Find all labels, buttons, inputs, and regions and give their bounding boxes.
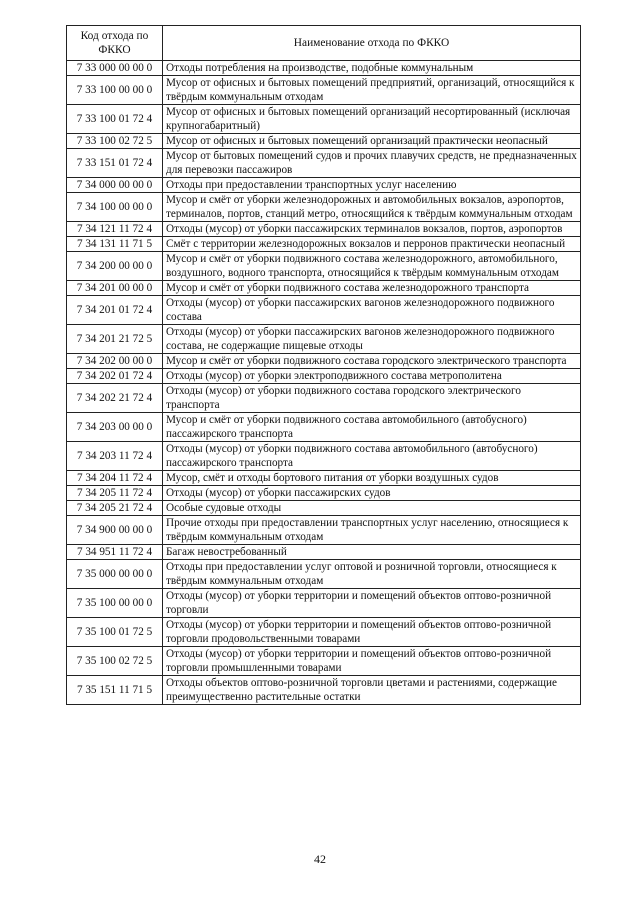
table-row [67,384,581,413]
waste-name-cell: Отходы (мусор) от уборки пассажирских вагонов железнодорожного подвижного состава [163,296,581,325]
waste-code-cell: 7 33 000 00 00 0 [67,61,163,76]
table-row [67,105,581,134]
waste-name-cell: Отходы (мусор) от уборки пассажирских терминалов вокзалов, портов, аэропортов [163,222,581,237]
waste-code-cell: 7 35 100 00 00 0 [67,589,163,618]
waste-code-cell: 7 34 203 00 00 0 [67,413,163,442]
table-row [67,560,581,589]
waste-code-cell: 7 34 202 01 72 4 [67,369,163,384]
waste-code-cell: 7 34 000 00 00 0 [67,178,163,193]
table-row [67,354,581,369]
table-row [67,325,581,354]
waste-name-cell: Прочие отходы при предоставлении транспортных услуг населению, относящиеся к твёрдым коммунальным отходам [163,516,581,545]
waste-name-cell: Отходы (мусор) от уборки территории и помещений объектов оптово-розничной торговли продовольственными товарами [163,618,581,647]
waste-name-cell: Отходы (мусор) от уборки подвижного состава автомобильного (автобусного) пассажирского транспорта [163,442,581,471]
table-row [67,501,581,516]
waste-code-cell: 7 34 205 21 72 4 [67,501,163,516]
waste-name-cell: Отходы объектов оптово-розничной торговли цветами и растениями, содержащие преимущественно растительные остатки [163,676,581,705]
waste-code-cell: 7 34 202 21 72 4 [67,384,163,413]
waste-name-cell: Мусор и смёт от уборки подвижного состава городского электрического транспорта [163,354,581,369]
waste-code-cell: 7 33 100 00 00 0 [67,76,163,105]
waste-name-cell: Мусор от офисных и бытовых помещений предприятий, организаций, относящийся к твёрдым коммунальным отходам [163,76,581,105]
waste-name-cell: Отходы (мусор) от уборки электроподвижного состава метрополитена [163,369,581,384]
table-row [67,471,581,486]
waste-code-cell: 7 33 100 01 72 4 [67,105,163,134]
waste-name-cell: Мусор, смёт и отходы бортового питания от уборки воздушных судов [163,471,581,486]
table-row [67,252,581,281]
waste-name-cell: Отходы потребления на производстве, подобные коммунальным [163,61,581,76]
table-row [67,61,581,76]
table-row [67,178,581,193]
waste-code-cell: 7 34 204 11 72 4 [67,471,163,486]
fkko-waste-table [66,25,581,705]
waste-code-cell: 7 33 151 01 72 4 [67,149,163,178]
table-row [67,222,581,237]
table-row [67,149,581,178]
waste-name-cell: Отходы при предоставлении транспортных услуг населению [163,178,581,193]
waste-name-cell: Смёт с территории железнодорожных вокзалов и перронов практически неопасный [163,237,581,252]
table-row [67,237,581,252]
waste-name-cell: Мусор и смёт от уборки подвижного состава железнодорожного транспорта [163,281,581,296]
waste-code-cell: 7 34 205 11 72 4 [67,486,163,501]
waste-name-cell: Мусор и смёт от уборки железнодорожных и автомобильных вокзалов, аэропортов, терминалов, портов, станций метро, относящийся к твёрдым коммунальным отходам [163,193,581,222]
table-row [67,545,581,560]
table-row [67,281,581,296]
waste-code-cell: 7 34 131 11 71 5 [67,237,163,252]
waste-code-cell: 7 35 151 11 71 5 [67,676,163,705]
waste-code-cell: 7 34 201 21 72 5 [67,325,163,354]
table-row [67,193,581,222]
waste-code-cell: 7 35 100 02 72 5 [67,647,163,676]
waste-name-cell: Мусор от бытовых помещений судов и прочих плавучих средств, не предназначенных для перевозки пассажиров [163,149,581,178]
waste-code-cell: 7 34 121 11 72 4 [67,222,163,237]
waste-code-cell: 7 34 203 11 72 4 [67,442,163,471]
waste-name-cell: Отходы (мусор) от уборки подвижного состава городского электрического транспорта [163,384,581,413]
table-row [67,442,581,471]
waste-code-cell: 7 34 100 00 00 0 [67,193,163,222]
waste-code-cell: 7 34 201 00 00 0 [67,281,163,296]
table-row [67,76,581,105]
table-row [67,134,581,149]
waste-name-cell: Мусор от офисных и бытовых помещений организаций несортированный (исключая крупногабаритный) [163,105,581,134]
table-body [67,61,581,705]
table-header-row [67,26,581,61]
table-row [67,296,581,325]
header-code: Код отхода по ФККО [67,26,163,61]
waste-name-cell: Отходы при предоставлении услуг оптовой и розничной торговли, относящиеся к твёрдым коммунальным отходам [163,560,581,589]
waste-code-cell: 7 33 100 02 72 5 [67,134,163,149]
waste-name-cell: Отходы (мусор) от уборки пассажирских вагонов железнодорожного подвижного состава, не содержащие пищевые отходы [163,325,581,354]
table-row [67,618,581,647]
waste-name-cell: Багаж невостребованный [163,545,581,560]
waste-code-cell: 7 34 951 11 72 4 [67,545,163,560]
waste-name-cell: Мусор от офисных и бытовых помещений организаций практически неопасный [163,134,581,149]
table-row [67,516,581,545]
table-row [67,486,581,501]
waste-name-cell: Отходы (мусор) от уборки территории и помещений объектов оптово-розничной торговли [163,589,581,618]
waste-code-cell: 7 35 100 01 72 5 [67,618,163,647]
waste-name-cell: Мусор и смёт от уборки подвижного состава железнодорожного, автомобильного, воздушного, водного транспорта, относящийся к твёрдым коммунальным отходам [163,252,581,281]
table-row [67,369,581,384]
waste-code-cell: 7 34 202 00 00 0 [67,354,163,369]
page-number: 42 [314,852,326,866]
waste-name-cell: Отходы (мусор) от уборки пассажирских судов [163,486,581,501]
waste-name-cell: Отходы (мусор) от уборки территории и помещений объектов оптово-розничной торговли промышленными товарами [163,647,581,676]
waste-code-cell: 7 34 900 00 00 0 [67,516,163,545]
table-row [67,589,581,618]
waste-code-cell: 7 35 000 00 00 0 [67,560,163,589]
table-row [67,413,581,442]
header-name: Наименование отхода по ФККО [163,26,581,61]
waste-code-cell: 7 34 201 01 72 4 [67,296,163,325]
waste-name-cell: Особые судовые отходы [163,501,581,516]
table-row [67,647,581,676]
table-row [67,676,581,705]
waste-code-cell: 7 34 200 00 00 0 [67,252,163,281]
waste-name-cell: Мусор и смёт от уборки подвижного состава автомобильного (автобусного) пассажирского транспорта [163,413,581,442]
